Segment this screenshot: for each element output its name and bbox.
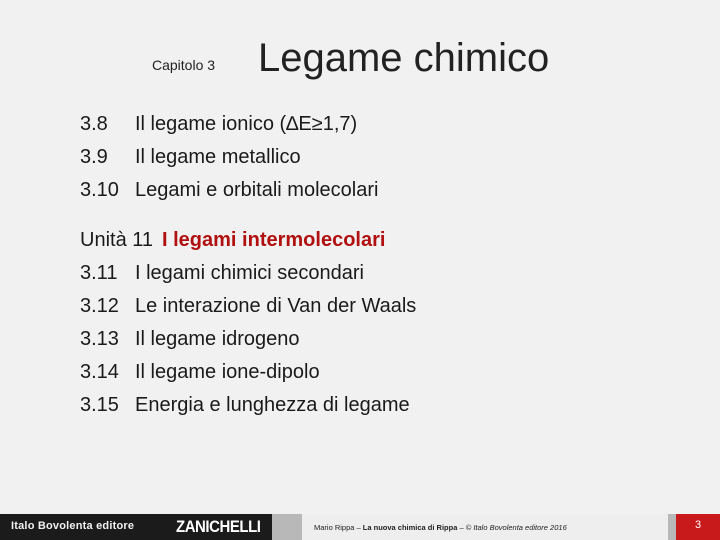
- credit-line: [314, 523, 567, 532]
- section-number: 3.8: [80, 113, 108, 135]
- unit-item-text: Energia e lunghezza di legame: [135, 394, 410, 416]
- section-list: [80, 108, 378, 207]
- chapter-label: Capitolo 3: [152, 57, 216, 73]
- unit-item-text: Le interazione di Van der Waals: [135, 295, 417, 317]
- page-number-box: [676, 514, 720, 540]
- section-text: Il legame ionico (∆E≥1,7): [135, 113, 358, 135]
- section-item: [80, 174, 378, 207]
- unit-item-number: 3.14: [80, 361, 119, 383]
- section-item: [80, 141, 378, 174]
- section-item: [80, 108, 378, 141]
- unit-item-text: Il legame idrogeno: [135, 328, 300, 350]
- unit-item-number: 3.12: [80, 295, 119, 317]
- unit-heading: [80, 224, 416, 257]
- unit-block: [80, 224, 416, 422]
- slide-title: Legame chimico: [258, 36, 550, 80]
- unit-item-number: 3.13: [80, 328, 119, 350]
- section-number: 3.9: [80, 146, 108, 168]
- unit-title: I legami intermolecolari: [162, 229, 386, 251]
- credit-rest: – © Italo Bovolenta editore 2016: [457, 523, 567, 532]
- unit-item: [80, 290, 416, 323]
- credit-book: La nuova chimica di Rippa: [362, 523, 458, 532]
- unit-item-text: Il legame ione-dipolo: [135, 361, 320, 383]
- credit-band: [302, 514, 668, 540]
- unit-item: [80, 389, 416, 422]
- unit-item: [80, 323, 416, 356]
- credit-author: Mario Rippa –: [314, 523, 363, 532]
- unit-item-number: 3.15: [80, 394, 119, 416]
- unit-label: Unità 11: [80, 229, 154, 251]
- section-text: Legami e orbitali molecolari: [135, 179, 379, 201]
- unit-item-number: 3.11: [80, 262, 118, 284]
- section-text: Il legame metallico: [135, 146, 301, 168]
- unit-item: [80, 257, 416, 290]
- unit-item: [80, 356, 416, 389]
- section-number: 3.10: [80, 179, 119, 201]
- publisher-name: Italo Bovolenta editore: [11, 520, 135, 532]
- unit-item-text: I legami chimici secondari: [135, 262, 364, 284]
- page-number: 3: [694, 519, 702, 531]
- footer-bar: [0, 514, 720, 540]
- publisher-band: [0, 514, 272, 540]
- publisher-logo: ZANICHELLI: [176, 517, 261, 536]
